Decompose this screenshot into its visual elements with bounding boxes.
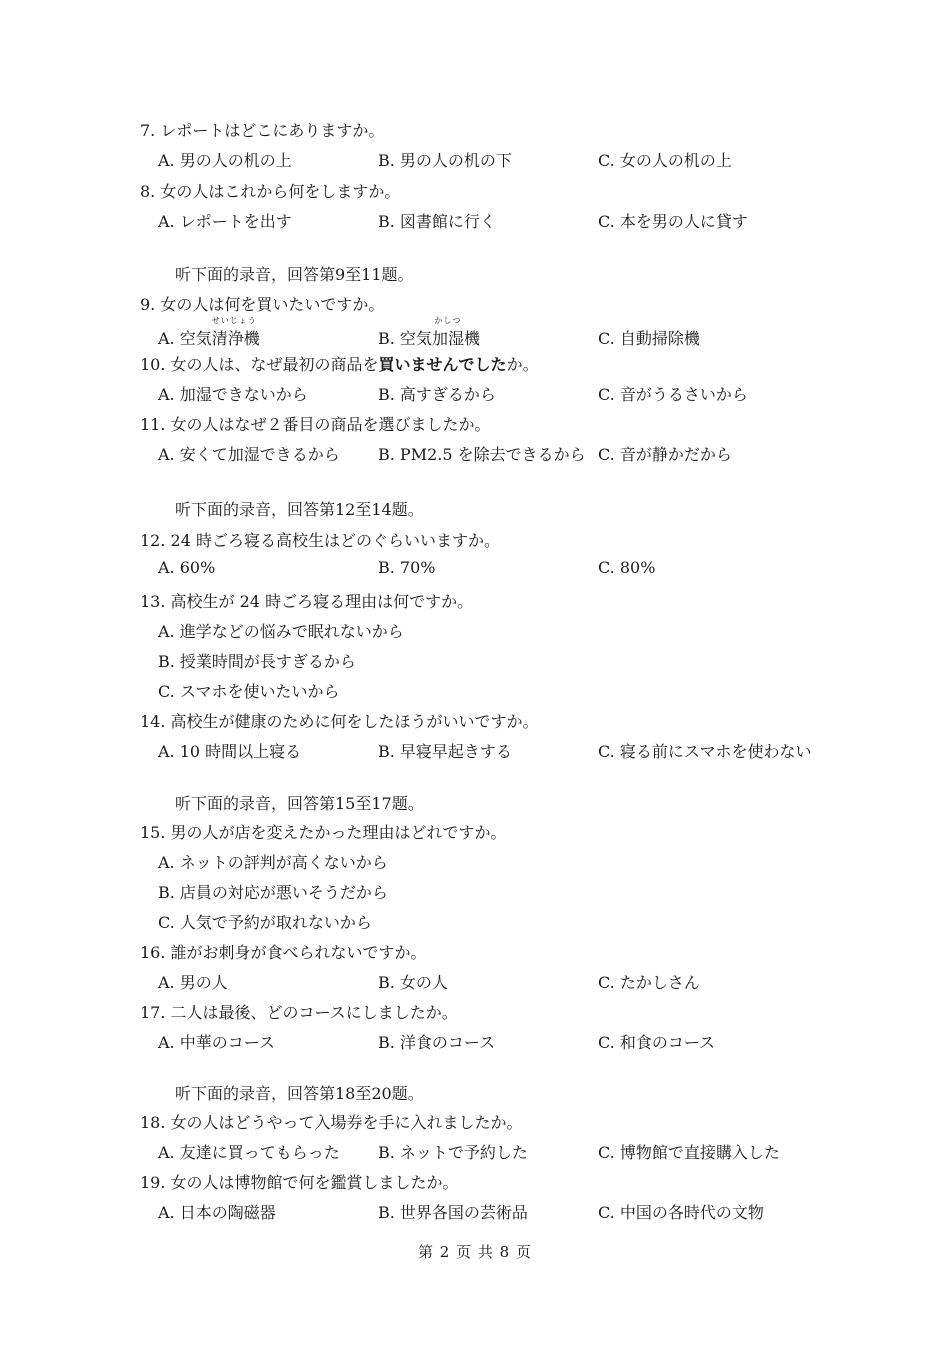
q19-option-c: C. 中国の各時代の文物 <box>598 1203 764 1222</box>
q19-option-a: A. 日本の陶磁器 <box>158 1203 276 1222</box>
q9-option-b <box>378 316 480 349</box>
q15-option-b: B. 店員の対応が悪いそうだから <box>158 883 388 902</box>
question-7: 7. レポートはどこにありますか。 <box>140 121 385 140</box>
q9-a-prefix: A. 空気 <box>158 329 212 348</box>
q9-a-ruby <box>211 316 257 349</box>
q18-option-a: A. 友達に買ってもらった <box>158 1143 340 1162</box>
question-10 <box>140 352 539 375</box>
instruction-18-20: 听下面的录音，回答第18至20题。 <box>175 1084 424 1103</box>
q10-option-b: B. 高すぎるから <box>378 385 496 404</box>
q8-option-c: C. 本を男の人に貸す <box>598 212 748 231</box>
question-9: 9. 女の人は何を買いたいですか。 <box>140 295 385 314</box>
instruction-15-17: 听下面的录音，回答第15至17题。 <box>175 794 424 813</box>
instruction-12-14: 听下面的录音，回答第12至14题。 <box>175 500 424 519</box>
q19-option-b: B. 世界各国の芸術品 <box>378 1203 528 1222</box>
q12-option-c: C. 80% <box>598 558 656 577</box>
q18-option-c: C. 博物館で直接購入した <box>598 1143 780 1162</box>
q13-option-a: A. 進学などの悩みで眠れないから <box>158 622 404 641</box>
question-19: 19. 女の人は博物館で何を鑑賞しましたか。 <box>140 1173 459 1192</box>
q10-text-post: か。 <box>506 355 539 374</box>
q7-option-a: A. 男の人の机の上 <box>158 151 292 170</box>
q11-option-b: B. PM2.5 を除去できるから <box>378 445 586 464</box>
q9-option-c: C. 自動掃除機 <box>598 329 700 348</box>
q13-option-c: C. スマホを使いたいから <box>158 682 340 701</box>
q9-a-furigana: せいじょう <box>211 316 257 325</box>
q10-option-c: C. 音がうるさいから <box>598 385 748 404</box>
question-11: 11. 女の人はなぜ２番目の商品を選びましたか。 <box>140 415 491 434</box>
q15-option-a: A. ネットの評判が高くないから <box>158 853 388 872</box>
q9-option-a <box>158 316 260 349</box>
q7-option-c: C. 女の人の机の上 <box>598 151 732 170</box>
q15-option-c: C. 人気で予約が取れないから <box>158 913 372 932</box>
q13-option-b: B. 授業時間が長すぎるから <box>158 652 356 671</box>
q11-option-a: A. 安くて加湿できるから <box>158 445 340 464</box>
question-18: 18. 女の人はどうやって入場券を手に入れましたか。 <box>140 1113 523 1132</box>
question-8: 8. 女の人はこれから何をしますか。 <box>140 182 401 201</box>
q17-option-b: B. 洋食のコース <box>378 1033 496 1052</box>
instruction-9-11: 听下面的录音，回答第9至11题。 <box>175 265 414 284</box>
q7-option-b: B. 男の人の机の下 <box>378 151 512 170</box>
q9-b-ruby <box>431 316 464 349</box>
q10-text-bold: 買いませんでした <box>378 355 507 374</box>
question-14: 14. 高校生が健康のために何をしたほうがいいですか。 <box>140 712 539 731</box>
q12-option-a: A. 60% <box>158 558 216 577</box>
q10-option-a: A. 加湿できないから <box>158 385 308 404</box>
q8-option-a: A. レポートを出す <box>158 212 292 231</box>
question-13: 13. 高校生が 24 時ごろ寝る理由は何ですか。 <box>140 592 474 611</box>
q16-option-a: A. 男の人 <box>158 973 228 992</box>
q14-option-c: C. 寝る前にスマホを使わない <box>598 742 812 761</box>
q18-option-b: B. ネットで予約した <box>378 1143 528 1162</box>
question-12: 12. 24 時ごろ寝る高校生はどのぐらいいますか。 <box>140 531 500 550</box>
question-16: 16. 誰がお刺身が食べられないですか。 <box>140 943 427 962</box>
q9-b-ruby-base: 加湿 <box>431 329 464 348</box>
q9-b-suffix: 機 <box>463 329 480 348</box>
q9-b-furigana: かしつ <box>434 316 462 325</box>
question-15: 15. 男の人が店を変えたかった理由はどれですか。 <box>140 823 507 842</box>
q16-option-c: C. たかしさん <box>598 973 700 992</box>
q8-option-b: B. 図書館に行く <box>378 212 496 231</box>
q17-option-a: A. 中華のコース <box>158 1033 275 1052</box>
q10-text-pre: 10. 女の人は、なぜ最初の商品を <box>140 355 379 374</box>
q17-option-c: C. 和食のコース <box>598 1033 716 1052</box>
q11-option-c: C. 音が静かだから <box>598 445 732 464</box>
q14-option-a: A. 10 時間以上寝る <box>158 742 302 761</box>
q9-a-suffix: 機 <box>243 329 260 348</box>
q9-a-ruby-base: 清浄 <box>211 329 244 348</box>
page-footer: 第 2 页 共 8 页 <box>418 1243 532 1261</box>
q12-option-b: B. 70% <box>378 558 436 577</box>
q14-option-b: B. 早寝早起きする <box>378 742 512 761</box>
question-17: 17. 二人は最後、どのコースにしましたか。 <box>140 1003 458 1022</box>
q9-b-prefix: B. 空気 <box>378 329 432 348</box>
q16-option-b: B. 女の人 <box>378 973 448 992</box>
